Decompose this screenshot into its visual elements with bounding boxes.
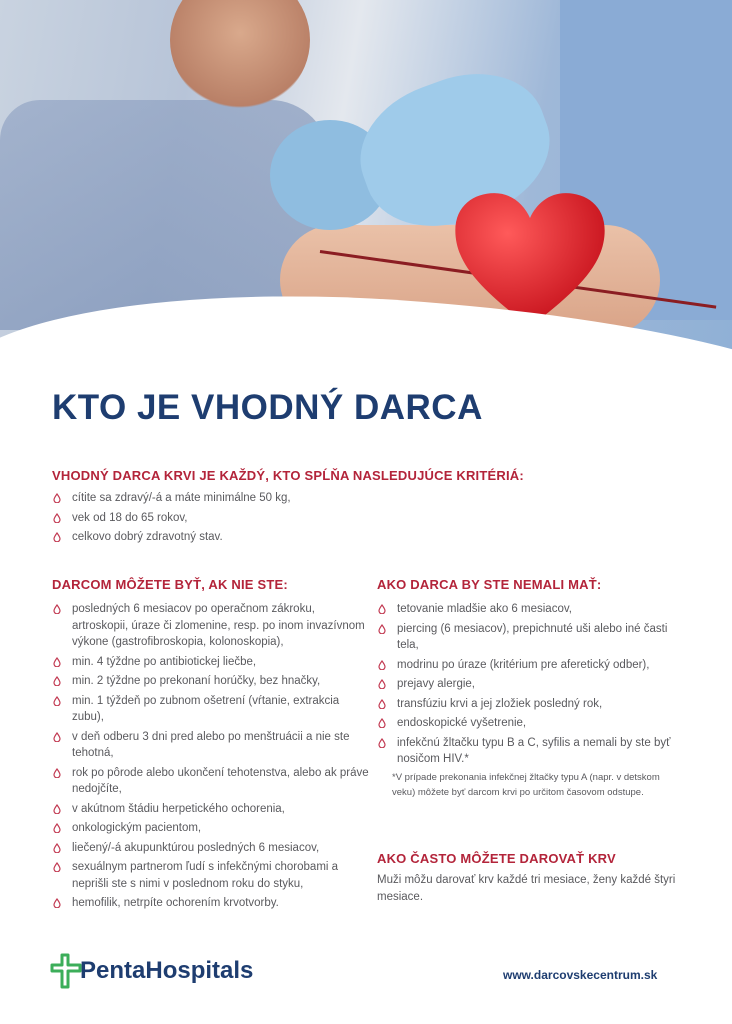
eligible-list	[52, 490, 372, 549]
list-item	[52, 820, 372, 837]
blood-drop-icon	[53, 898, 61, 908]
list-item-text: modrinu po úraze (kritérium pre aferetický odber),	[397, 658, 650, 671]
cross-logo-icon	[50, 953, 82, 989]
blood-drop-icon	[53, 532, 61, 542]
list-item	[52, 895, 372, 912]
list-item	[377, 715, 677, 732]
list-item	[377, 676, 677, 693]
blood-drop-icon	[53, 843, 61, 853]
list-item-text: tetovanie mladšie ako 6 mesiacov,	[397, 603, 572, 615]
blood-drop-icon	[378, 699, 386, 709]
blood-drop-icon	[53, 676, 61, 686]
list-item-text: onkologickým pacientom,	[72, 822, 202, 834]
list-item-text: cítite sa zdravý/-á a máte minimálne 50 kg,	[72, 492, 291, 504]
blood-drop-icon	[378, 660, 386, 670]
list-item	[52, 510, 372, 527]
blood-drop-icon	[378, 624, 386, 634]
list-item	[52, 729, 372, 762]
blood-drop-icon	[53, 804, 61, 814]
list-item	[377, 657, 677, 674]
list-item-text: vek od 18 do 65 rokov,	[72, 511, 188, 524]
list-item	[52, 765, 372, 798]
list-item-text: sexuálnym partnerom ľudí s infekčnými chorobami a neprišli ste s nimi v poslednom roku do styku,	[72, 861, 339, 890]
list-item-text: liečený/-á akupunktúrou posledných 6 mesiacov,	[72, 841, 320, 854]
page-title: KTO JE VHODNÝ DARCA	[52, 388, 483, 427]
list-item	[377, 621, 677, 654]
list-item	[377, 601, 677, 618]
list-item	[377, 696, 677, 713]
blood-drop-icon	[53, 823, 61, 833]
list-item-text: endoskopické vyšetrenie,	[397, 717, 527, 729]
list-item-text: min. 1 týždeň po zubnom ošetrení (vŕtanie, extrakcia zubu),	[72, 694, 340, 723]
blood-drop-icon	[378, 679, 386, 689]
if-not-heading: DARCOM MÔŽETE BYŤ, AK NIE STE:	[52, 577, 288, 592]
logo-text: PentaHospitals	[80, 957, 254, 984]
list-item	[377, 735, 677, 768]
blood-drop-icon	[53, 862, 61, 872]
blood-drop-icon	[53, 768, 61, 778]
footnote: *V prípade prekonania infekčnej žltačky typu A (napr. v detskom veku) môžete byť darcom krvi po určitom časovom odstupe.	[392, 772, 660, 798]
blood-drop-icon	[53, 696, 61, 706]
list-item	[52, 529, 372, 546]
blood-drop-icon	[378, 738, 386, 748]
should-not-list	[377, 601, 677, 771]
list-item-text: min. 2 týždne po prekonaní horúčky, bez hnačky,	[72, 675, 321, 687]
list-item	[52, 490, 372, 507]
blood-drop-icon	[53, 604, 61, 614]
eligible-heading: VHODNÝ DARCA KRVI JE KAŽDÝ, KTO SPĹŇA NASLEDUJÚCE KRITÉRIÁ:	[52, 468, 524, 483]
list-item	[52, 840, 372, 857]
list-item-text: hemofilik, netrpíte ochorením krvotvorby.	[72, 897, 279, 909]
list-item-text: prejavy alergie,	[397, 678, 475, 690]
list-item-text: celkovo dobrý zdravotný stav.	[72, 531, 223, 543]
frequency-heading: AKO ČASTO MÔŽETE DAROVAŤ KRV	[377, 851, 616, 866]
frequency-text: Muži môžu darovať krv každé tri mesiace, ženy každé štyri mesiace.	[377, 874, 676, 903]
blood-drop-icon	[53, 513, 61, 523]
list-item-text: piercing (6 mesiacov), prepichnuté uši alebo iné časti tela,	[397, 622, 668, 651]
list-item-text: posledných 6 mesiacov po operačnom zákroku, artroskopii, úraze či zlomenine, resp. po inom invazívnom výkone (gastrofibroskopia, kolonoskopia),	[72, 603, 365, 648]
list-item-text: rok po pôrode alebo ukončení tehotenstva, alebo ak práve nedojčíte,	[72, 766, 369, 795]
list-item-text: infekčnú žltačku typu B a C, syfilis a nemali by ste byť nosičom HIV.*	[397, 736, 671, 765]
blood-drop-icon	[53, 657, 61, 667]
blood-drop-icon	[378, 604, 386, 614]
list-item	[52, 601, 372, 651]
list-item	[52, 859, 372, 892]
if-not-list	[52, 601, 372, 915]
website-link[interactable]: www.darcovskecentrum.sk	[503, 968, 658, 982]
blood-drop-icon	[378, 718, 386, 728]
list-item	[52, 801, 372, 818]
penta-hospitals-logo	[50, 953, 253, 989]
list-item	[52, 673, 372, 690]
list-item-text: v deň odberu 3 dni pred alebo po menštruácii a nie ste tehotná,	[72, 730, 350, 759]
should-not-heading: AKO DARCA BY STE NEMALI MAŤ:	[377, 577, 602, 592]
blood-drop-icon	[53, 493, 61, 503]
list-item-text: min. 4 týždne po antibiotickej liečbe,	[72, 655, 257, 668]
blood-drop-icon	[53, 732, 61, 742]
patient-face	[170, 0, 310, 110]
list-item-text: v akútnom štádiu herpetického ochorenia,	[72, 802, 285, 815]
list-item	[52, 654, 372, 671]
list-item	[52, 693, 372, 726]
list-item-text: transfúziu krvi a jej zložiek posledný rok,	[397, 697, 603, 710]
